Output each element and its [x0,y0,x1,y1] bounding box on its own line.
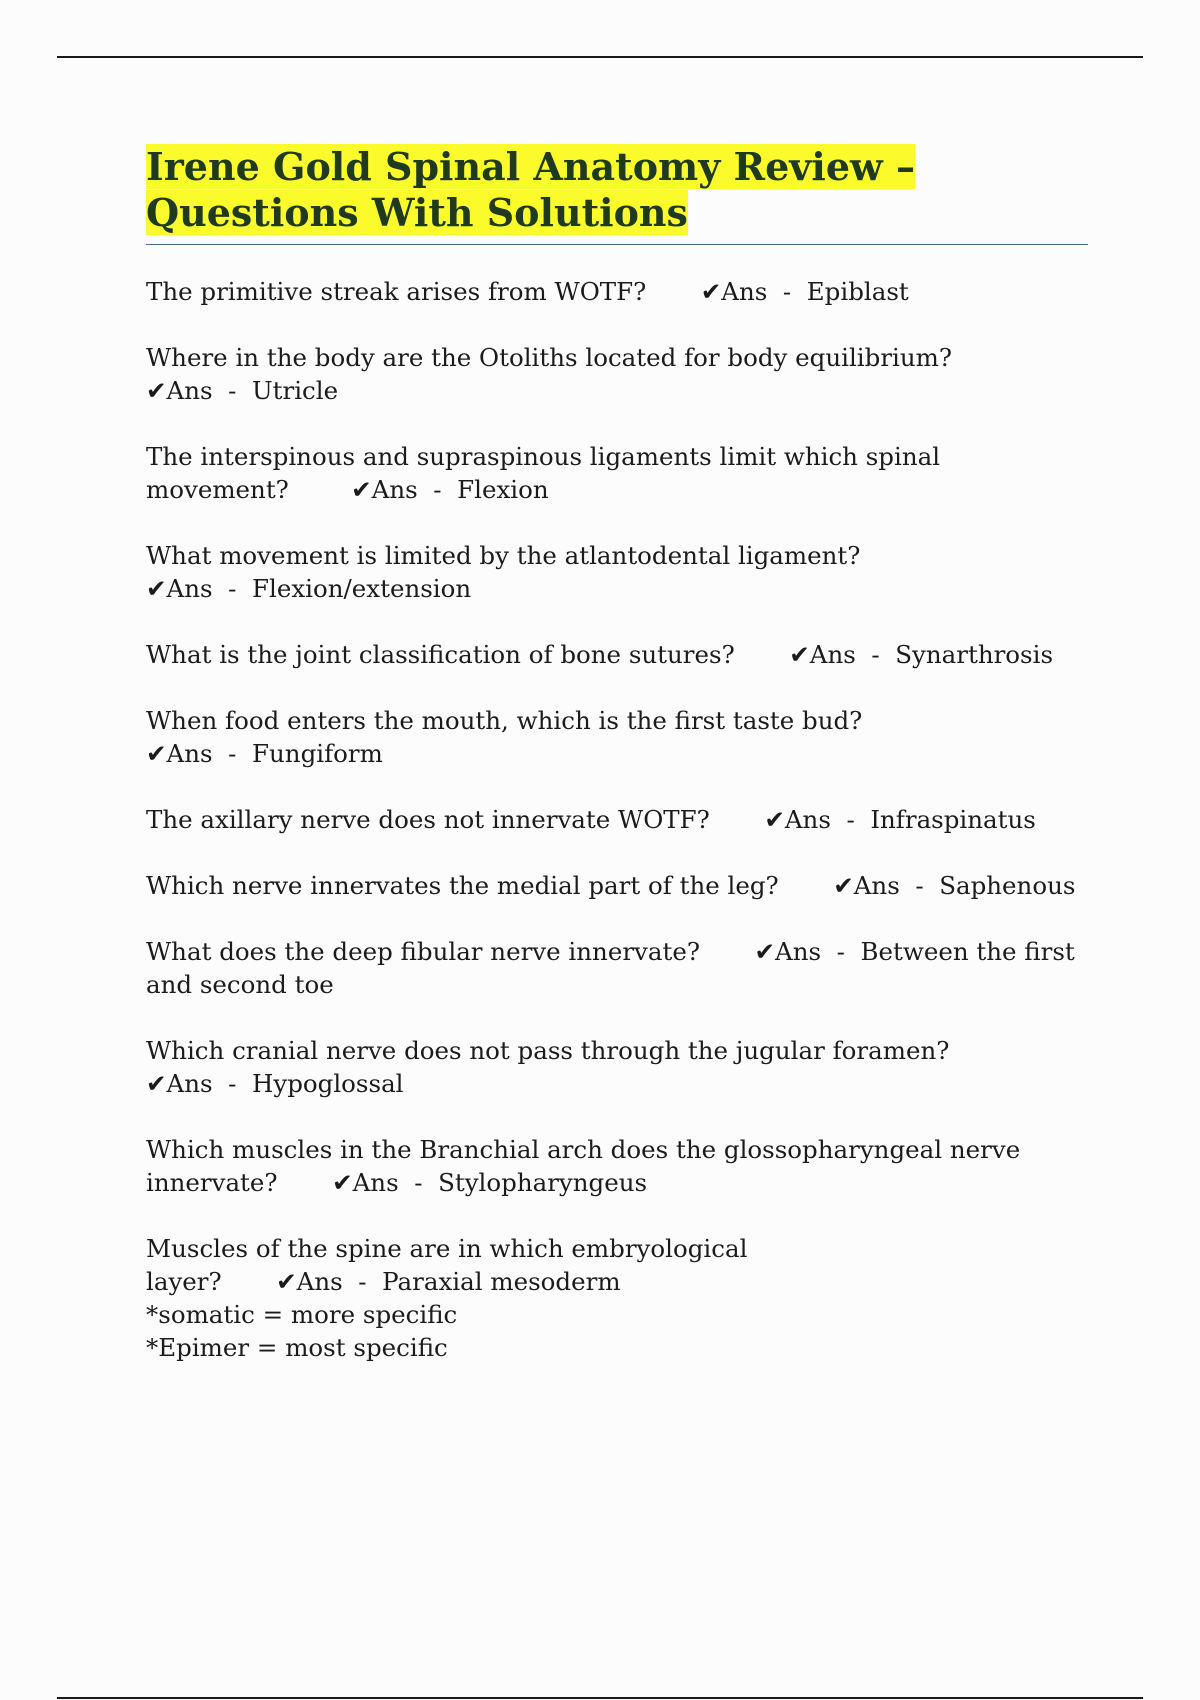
question-text: When food enters the mouth, which is the first taste bud? [146,706,863,735]
qa-item [146,704,1088,770]
answer-text: Epiblast [806,277,909,306]
qa-item [146,869,1088,902]
qa-item [146,638,1088,671]
answer-prefix: ✔Ans - [789,640,896,669]
question-text: Where in the body are the Otoliths located for body equilibrium? [146,343,953,372]
question-text: Muscles of the spine are in which embryological layer? [146,1234,748,1296]
answer-prefix: ✔Ans - [754,937,861,966]
answer-text: Between the first and second toe [146,937,1075,999]
document-body [146,144,1088,1364]
qa-item [146,935,1088,1001]
title-highlight: Irene Gold Spinal Anatomy Review – Questions With Solutions [146,144,915,235]
answer-text: Paraxial mesoderm [382,1267,621,1296]
qa-item [146,539,1088,605]
document-title [146,144,1088,245]
question-text: The axillary nerve does not innervate WOTF? [146,805,710,834]
qa-item [146,803,1088,836]
answer-text: Fungiform [252,739,383,768]
answer-prefix: ✔Ans - [276,1267,383,1296]
answer-text: Flexion/extension [252,574,472,603]
question-text: The interspinous and supraspinous ligaments limit which spinal movement? [146,442,941,504]
qa-item [146,1034,1088,1100]
question-text: What movement is limited by the atlantodental ligament? [146,541,861,570]
question-text: Which muscles in the Branchial arch does the glossopharyngeal nerve innervate? [146,1135,1021,1197]
qa-item [146,275,1088,308]
answer-prefix: ✔Ans - [700,277,807,306]
answer-prefix: ✔Ans - [764,805,871,834]
question-text: Which cranial nerve does not pass through the jugular foramen? [146,1036,950,1065]
answer-text: Stylopharyngeus [438,1168,648,1197]
question-text: Which nerve innervates the medial part of the leg? [146,871,779,900]
answer-text: Saphenous [939,871,1076,900]
answer-text: Utricle [252,376,339,405]
question-text: The primitive streak arises from WOTF? [146,277,647,306]
answer-text: Infraspinatus [870,805,1036,834]
answer-prefix: ✔Ans - [351,475,458,504]
top-rule [57,56,1143,58]
qa-item [146,440,1088,506]
answer-prefix: ✔Ans - [146,574,253,603]
answer-prefix: ✔Ans - [332,1168,439,1197]
answer-prefix: ✔Ans - [146,1069,253,1098]
bottom-rule [57,1697,1143,1699]
question-text: What is the joint classification of bone sutures? [146,640,735,669]
qa-item [146,1133,1088,1199]
qa-item [146,1232,1088,1298]
answer-prefix: ✔Ans - [833,871,940,900]
answer-text: Synarthrosis [895,640,1054,669]
note-line: *somatic = more specific [146,1300,458,1329]
note-line: *Epimer = most specific [146,1333,448,1362]
qa-item [146,341,1088,407]
answer-prefix: ✔Ans - [146,739,253,768]
answer-text: Flexion [457,475,549,504]
question-text: What does the deep fibular nerve innervate? [146,937,700,966]
answer-prefix: ✔Ans - [146,376,253,405]
answer-text: Hypoglossal [252,1069,404,1098]
